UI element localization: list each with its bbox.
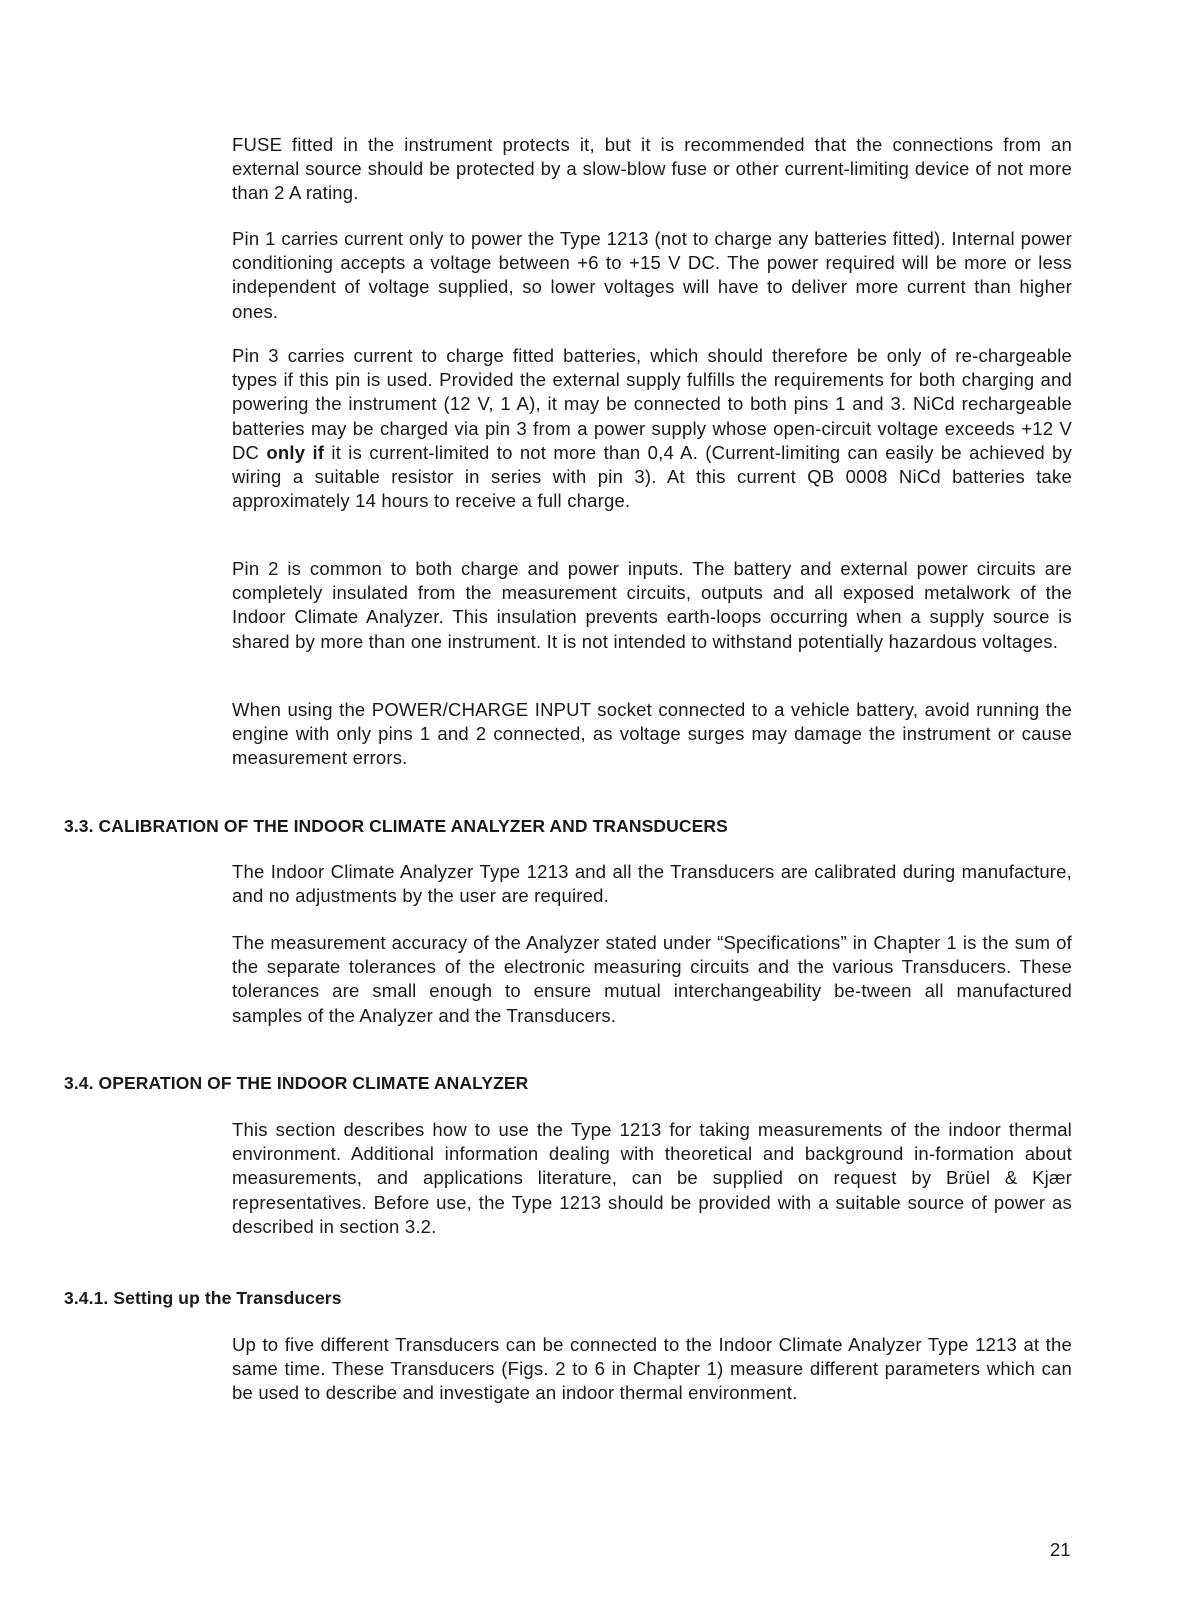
- paragraph-pin-3-part-b: it is current-limited to not more than 0,4 A. (Current-limiting can easily be achieved by wiring a suitable resistor in series with pin 3). At this current QB 0008 NiCd batteries take approximately 14 hours to receive a full charge.: [232, 441, 1072, 512]
- heading-setting-up-transducers: 3.4.1. Setting up the Transducers: [64, 1288, 342, 1308]
- paragraph-pin-3: [232, 344, 1072, 513]
- paragraph-vehicle-battery: When using the POWER/CHARGE INPUT socket connected to a vehicle battery, avoid running the engine with only pins 1 and 2 connected, as voltage surges may damage the instrument or cause measurement errors.: [232, 699, 1072, 769]
- emphasis-only-if: only if: [266, 441, 325, 463]
- paragraph-calibration: The Indoor Climate Analyzer Type 1213 and all the Transducers are calibrated during manufacture, and no adjustments by the user are required.: [232, 861, 1072, 907]
- heading-operation: 3.4. OPERATION OF THE INDOOR CLIMATE ANALYZER: [64, 1073, 529, 1093]
- paragraph-pin-3-part-a: Pin 3 carries current to charge fitted batteries, which should therefore be only of re-chargeable types if this pin is used. Provided the external supply fulfills the requirements for both charging and powering the instrument (12 V, 1 A), it may be connected to both pins 1 and 3. NiCd rechargeable batteries may be charged via pin 3 from a power supply whose open-circuit voltage exceeds +12 V DC: [232, 345, 1072, 463]
- paragraph-accuracy: The measurement accuracy of the Analyzer stated under “Specifications” in Chapter 1 is the sum of the separate tolerances of the electronic measuring circuits and the various Transducers. These tolerances are small enough to ensure mutual interchangeability be-tween all manufactured samples of the Analyzer and the Transducers.: [232, 932, 1072, 1026]
- paragraph-transducers: Up to five different Transducers can be connected to the Indoor Climate Analyzer Type 1213 at the same time. These Transducers (Figs. 2 to 6 in Chapter 1) measure different parameters which can be used to describe and investigate an indoor thermal environment.: [232, 1334, 1072, 1404]
- page-number: 21: [1050, 1539, 1071, 1560]
- heading-calibration: 3.3. CALIBRATION OF THE INDOOR CLIMATE ANALYZER AND TRANSDUCERS: [64, 816, 728, 836]
- paragraph-pin-1: Pin 1 carries current only to power the Type 1213 (not to charge any batteries fitted). Internal power conditioning accepts a voltage between +6 to +15 V DC. The power required will be more or less independent of voltage supplied, so lower voltages will have to deliver more current than higher ones.: [232, 228, 1072, 322]
- paragraph-fuse: FUSE fitted in the instrument protects it, but it is recommended that the connections from an external source should be protected by a slow-blow fuse or other current-limiting device of not more than 2 A rating.: [232, 134, 1072, 204]
- paragraph-operation: This section describes how to use the Type 1213 for taking measurements of the indoor thermal environment. Additional information dealing with theoretical and background in-formation about measurements, and applications literature, can be supplied on request by Brüel & Kjær representatives. Before use, the Type 1213 should be provided with a suitable source of power as described in section 3.2.: [232, 1119, 1072, 1237]
- paragraph-pin-2: Pin 2 is common to both charge and power inputs. The battery and external power circuits are completely insulated from the measurement circuits, outputs and all exposed metalwork of the Indoor Climate Analyzer. This insulation prevents earth-loops occurring when a supply source is shared by more than one instrument. It is not intended to withstand potentially hazardous voltages.: [232, 558, 1072, 652]
